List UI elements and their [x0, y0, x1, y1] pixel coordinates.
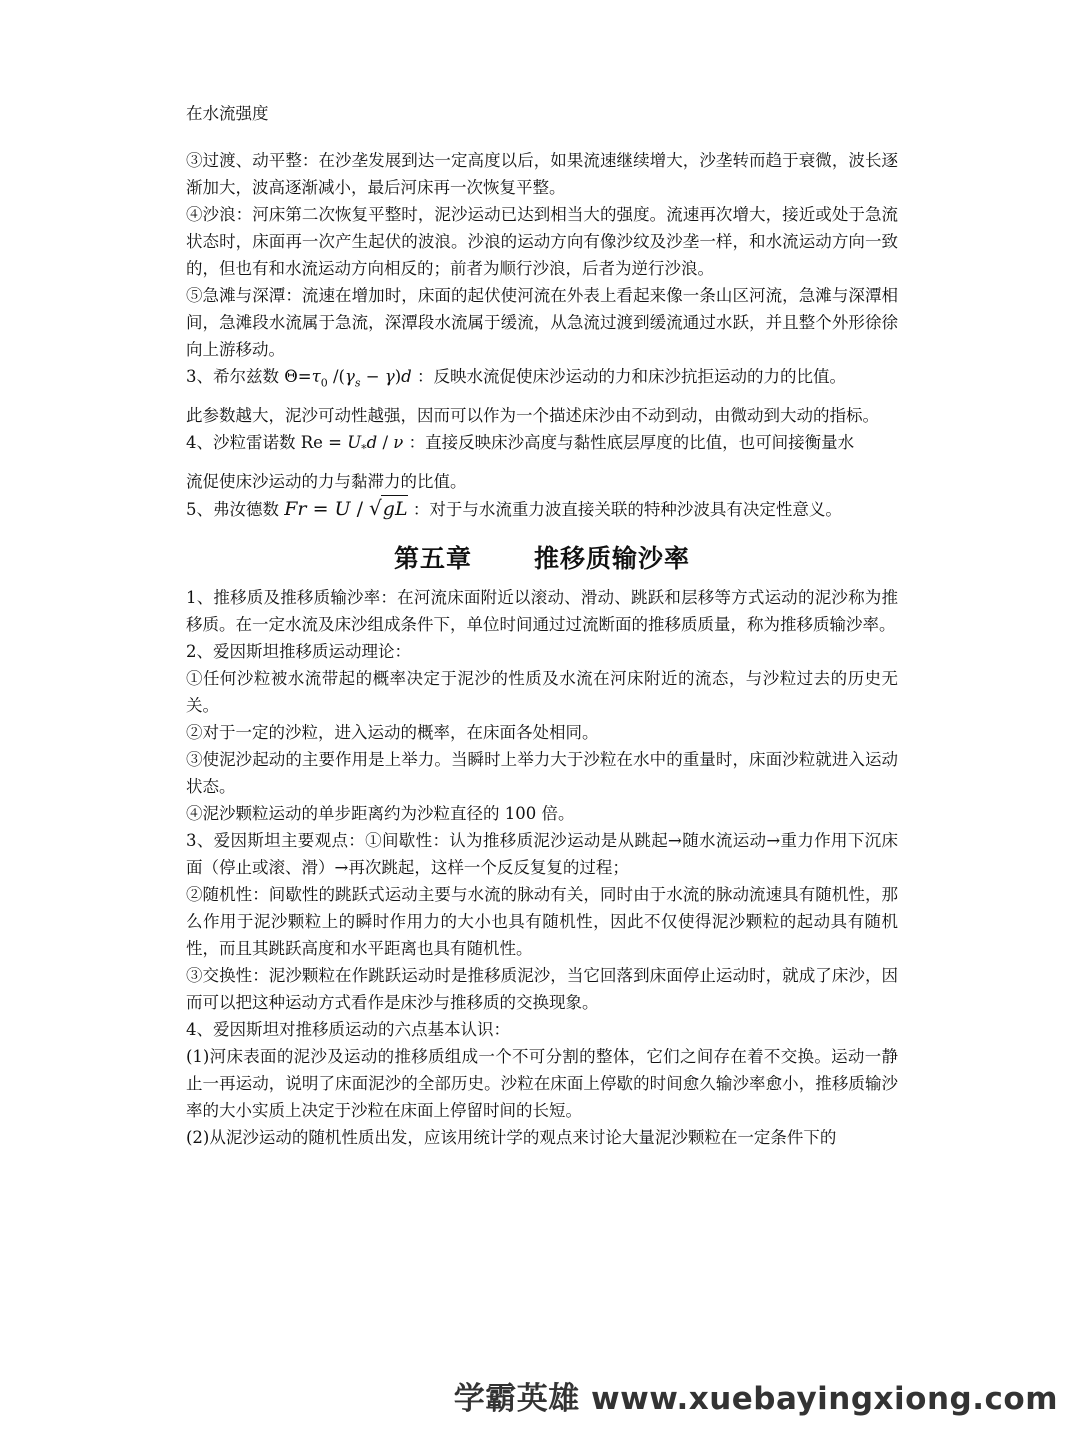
top-line: 在水流强度: [186, 104, 269, 123]
paragraph: 2、爱因斯坦推移质运动理论：: [186, 642, 411, 661]
chapter-heading: [186, 545, 898, 572]
chapter-title: 推移质输沙率: [534, 544, 691, 573]
shields-lead: 3、希尔兹数: [186, 367, 279, 386]
reynolds-number-line: [186, 429, 898, 456]
paragraph: (2)从泥沙运动的随机性质出发，应该用统计学的观点来讨论大量泥沙颗粒在一定条件下的: [186, 1128, 837, 1147]
paragraph: ④泥沙颗粒运动的单步距离约为沙粒直径的 100 倍。: [186, 804, 575, 823]
shields-continuation: 此参数越大，泥沙可动性越强，因而可以作为一个描述床沙由不动到动，由微动到大动的指标。: [186, 406, 879, 425]
reynolds-formula: $Re = U_*d / \nu$: [300, 433, 404, 456]
reynolds-lead: 4、沙粒雷诺数: [186, 433, 296, 452]
paragraph-sandwave: ④沙浪：河床第二次恢复平整时，泥沙运动已达到相当大的强度。流速再次增大，接近或处于急流状态时，床面再一次产生起伏的波浪。沙浪的运动方向有像沙纹及沙垄一样，和水流运动方向一致的，但也有和水流运动方向相反的；前者为顺行沙浪，后者为逆行沙浪。: [186, 205, 898, 278]
reynolds-continuation: 流促使床沙运动的力与黏滞力的比值。: [186, 472, 467, 491]
paragraph: 4、爱因斯坦对推移质运动的六点基本认识：: [186, 1020, 510, 1039]
site-watermark: 学霸英雄 www.xuebayingxiong.com: [453, 1381, 1058, 1417]
paragraph: ①任何沙粒被水流带起的概率决定于泥沙的性质及水流在河床附近的流态，与沙粒过去的历史无关。: [186, 669, 898, 715]
froude-number-line: [186, 495, 898, 523]
chapter-number: 第五章: [393, 544, 472, 573]
paragraph: ②随机性：间歇性的跳跃式运动主要与水流的脉动有关，同时由于水流的脉动流速具有随机性，那么作用于泥沙颗粒上的瞬时作用力的大小也具有随机性，因此不仅使得泥沙颗粒的起动具有随机性，而且其跳跃高度和水平距离也具有随机性。: [186, 885, 898, 958]
froude-formula: Fr = U / √gL: [284, 498, 407, 520]
paragraph-rapids: ⑤急滩与深潭：流速在增加时，床面的起伏使河流在外表上看起来像一条山区河流，急滩与深潭相间，急滩段水流属于急流，深潭段水流属于缓流，从急流过渡到缓流通过水跃，并且整个外形徐徐向上游移动。: [186, 286, 898, 359]
shields-description: ：反映水流促使床沙运动的力和床沙抗拒运动的力的比值。: [416, 367, 846, 386]
paragraph: (1)河床表面的泥沙及运动的推移质组成一个不可分割的整体，它们之间存在着不交换。运动一静止一再运动，说明了床面泥沙的全部历史。沙粒在床面上停歇的时间愈久输沙率愈小，推移质输沙率的大小实质上决定于沙粒在床面上停留时间的长短。: [186, 1047, 898, 1120]
paragraph: ③使泥沙起动的主要作用是上举力。当瞬时上举力大于沙粒在水中的重量时，床面沙粒就进入运动状态。: [186, 750, 898, 796]
froude-lead: 5、弗汝德数: [186, 500, 279, 519]
paragraph: ③交换性：泥沙颗粒在作跳跃运动时是推移质泥沙，当它回落到床面停止运动时，就成了床沙，因而可以把这种运动方式看作是床沙与推移质的交换现象。: [186, 966, 898, 1012]
paragraph: 3、爱因斯坦主要观点：①间歇性：认为推移质泥沙运动是从跳起→随水流运动→重力作用下沉床面（停止或滚、滑）→再次跳起，这样一个反反复复的过程；: [186, 831, 898, 877]
paragraph: ②对于一定的沙粒，进入运动的概率，在床面各处相同。: [186, 723, 599, 742]
document-body: [186, 100, 898, 1151]
paragraph-transition: ③过渡、动平整：在沙垄发展到达一定高度以后，如果流速继续增大，沙垄转而趋于衰微，波长逐渐加大，波高逐渐减小，最后河床再一次恢复平整。: [186, 151, 898, 197]
shields-number-line: [186, 363, 898, 390]
reynolds-description: ：直接反映床沙高度与黏性底层厚度的比值，也可间接衡量水: [408, 433, 855, 452]
shields-formula: $\Theta=\tau_0$ $/(\gamma_s - \gamma)d$: [284, 367, 412, 390]
paragraph: 1、推移质及推移质输沙率：在河流床面附近以滚动、滑动、跳跃和层移等方式运动的泥沙称为推移质。在一定水流及床沙组成条件下，单位时间通过过流断面的推移质质量，称为推移质输沙率。: [186, 588, 898, 634]
froude-description: ：对于与水流重力波直接关联的特种沙波具有决定性意义。: [412, 500, 842, 519]
